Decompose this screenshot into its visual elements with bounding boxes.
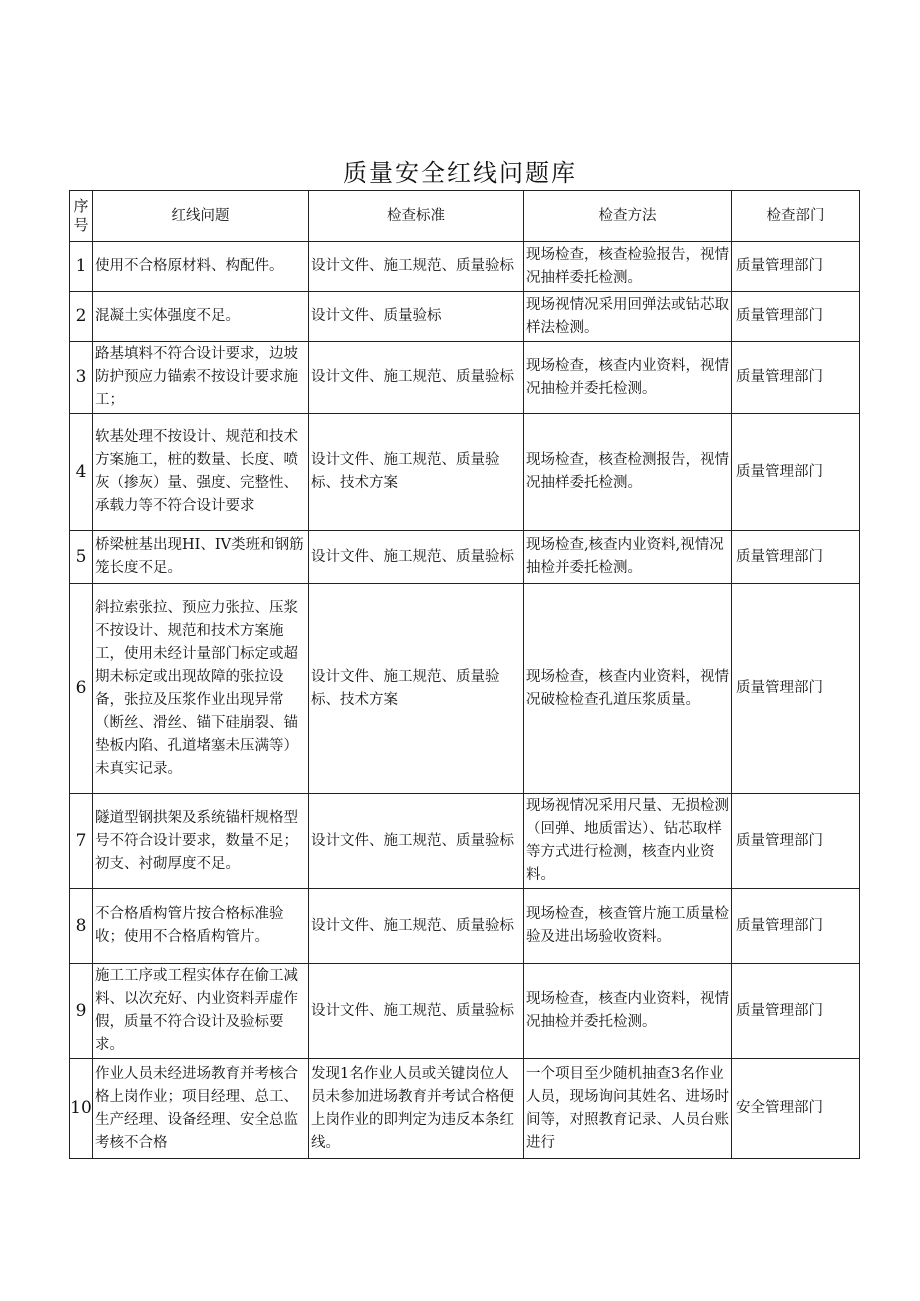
row-problem: 不合格盾构管片按合格标准验收；使用不合格盾构管片。	[93, 889, 309, 964]
row-dept: 质量管理部门	[732, 794, 860, 889]
row-problem: 施工工序或工程实体存在偷工减料、以次充好、内业资料弄虚作假，质量不符合设计及验标要求。	[93, 964, 309, 1059]
row-problem: 混凝土实体强度不足。	[93, 292, 309, 342]
row-dept: 质量管理部门	[732, 531, 860, 584]
row-dept: 质量管理部门	[732, 584, 860, 794]
row-standard: 设计文件、施工规范、质量验标	[309, 889, 524, 964]
row-dept: 质量管理部门	[732, 414, 860, 531]
row-index: 1	[70, 242, 93, 292]
row-dept: 质量管理部门	[732, 292, 860, 342]
header-problem: 红线问题	[93, 191, 309, 242]
table-row	[70, 889, 860, 964]
row-index: 4	[70, 414, 93, 531]
row-method: 现场检查,核查内业资料,视情况抽检并委托检测。	[524, 531, 732, 584]
row-standard: 发现1名作业人员或关键岗位人员未参加进场教育并考试合格便上岗作业的即判定为违反本条红线。	[309, 1059, 524, 1159]
row-standard: 设计文件、施工规范、质量验标、技术方案	[309, 584, 524, 794]
table-row	[70, 1059, 860, 1159]
row-dept: 安全管理部门	[732, 1059, 860, 1159]
row-method: 现场检查，核查内业资料，视情况破检检查孔道压浆质量。	[524, 584, 732, 794]
header-index: 序号	[70, 191, 93, 242]
row-standard: 设计文件、施工规范、质量验标、技术方案	[309, 414, 524, 531]
row-method: 现场检查，核查管片施工质量检验及进出场验收资料。	[524, 889, 732, 964]
row-method: 现场检查，核查检测报告，视情况抽样委托检测。	[524, 414, 732, 531]
row-problem: 斜拉索张拉、预应力张拉、压浆不按设计、规范和技术方案施工，使用未经计量部门标定或超期未标定或出现故障的张拉设备，张拉及压浆作业出现异常（断丝、滑丝、锚下硅崩裂、锚垫板内陷、孔道堵塞未压满等）未真实记录。	[93, 584, 309, 794]
row-standard: 设计文件、施工规范、质量验标	[309, 531, 524, 584]
table-row	[70, 342, 860, 414]
table-row	[70, 414, 860, 531]
header-row	[70, 191, 860, 242]
row-problem: 路基填料不符合设计要求，边坡防护预应力锚索不按设计要求施工；	[93, 342, 309, 414]
table-row	[70, 964, 860, 1059]
row-dept: 质量管理部门	[732, 964, 860, 1059]
row-problem: 软基处理不按设计、规范和技术方案施工，桩的数量、长度、喷灰（掺灰）量、强度、完整性、承载力等不符合设计要求	[93, 414, 309, 531]
row-problem: 桥梁桩基出现HI、IV类班和钢筋笼长度不足。	[93, 531, 309, 584]
table-row	[70, 584, 860, 794]
row-method: 现场检查，核查内业资料，视情况抽检并委托检测。	[524, 342, 732, 414]
row-standard: 设计文件、施工规范、质量验标	[309, 242, 524, 292]
table-row	[70, 794, 860, 889]
row-index: 10	[70, 1059, 93, 1159]
row-index: 8	[70, 889, 93, 964]
red-line-table	[69, 190, 860, 1159]
row-method: 现场检查，核查内业资料，视情况抽检并委托检测。	[524, 964, 732, 1059]
row-method: 现场视情况采用回弹法或钻芯取样法检测。	[524, 292, 732, 342]
row-method: 一个项目至少随机抽查3名作业人员，现场询问其姓名、进场时间等，对照教育记录、人员台账进行	[524, 1059, 732, 1159]
row-problem: 作业人员未经进场教育并考核合格上岗作业；项目经理、总工、生产经理、设备经理、安全总监考核不合格	[93, 1059, 309, 1159]
row-problem: 使用不合格原材料、构配件。	[93, 242, 309, 292]
row-index: 9	[70, 964, 93, 1059]
header-method: 检查方法	[524, 191, 732, 242]
row-dept: 质量管理部门	[732, 242, 860, 292]
table-row	[70, 292, 860, 342]
row-index: 5	[70, 531, 93, 584]
row-method: 现场视情况采用尺量、无损检测（回弹、地质雷达）、钻芯取样等方式进行检测，核查内业资料。	[524, 794, 732, 889]
row-standard: 设计文件、质量验标	[309, 292, 524, 342]
row-index: 3	[70, 342, 93, 414]
row-method: 现场检查，核查检验报告，视情况抽样委托检测。	[524, 242, 732, 292]
table-row	[70, 242, 860, 292]
page-title: 质量安全红线问题库	[343, 159, 577, 187]
row-index: 6	[70, 584, 93, 794]
row-dept: 质量管理部门	[732, 342, 860, 414]
row-problem: 隧道型钢拱架及系统锚杆规格型号不符合设计要求，数量不足；初支、衬砌厚度不足。	[93, 794, 309, 889]
row-dept: 质量管理部门	[732, 889, 860, 964]
header-standard: 检查标准	[309, 191, 524, 242]
row-standard: 设计文件、施工规范、质量验标	[309, 794, 524, 889]
row-index: 2	[70, 292, 93, 342]
row-index: 7	[70, 794, 93, 889]
header-dept: 检查部门	[732, 191, 860, 242]
row-standard: 设计文件、施工规范、质量验标	[309, 964, 524, 1059]
table-row	[70, 531, 860, 584]
row-standard: 设计文件、施工规范、质量验标	[309, 342, 524, 414]
